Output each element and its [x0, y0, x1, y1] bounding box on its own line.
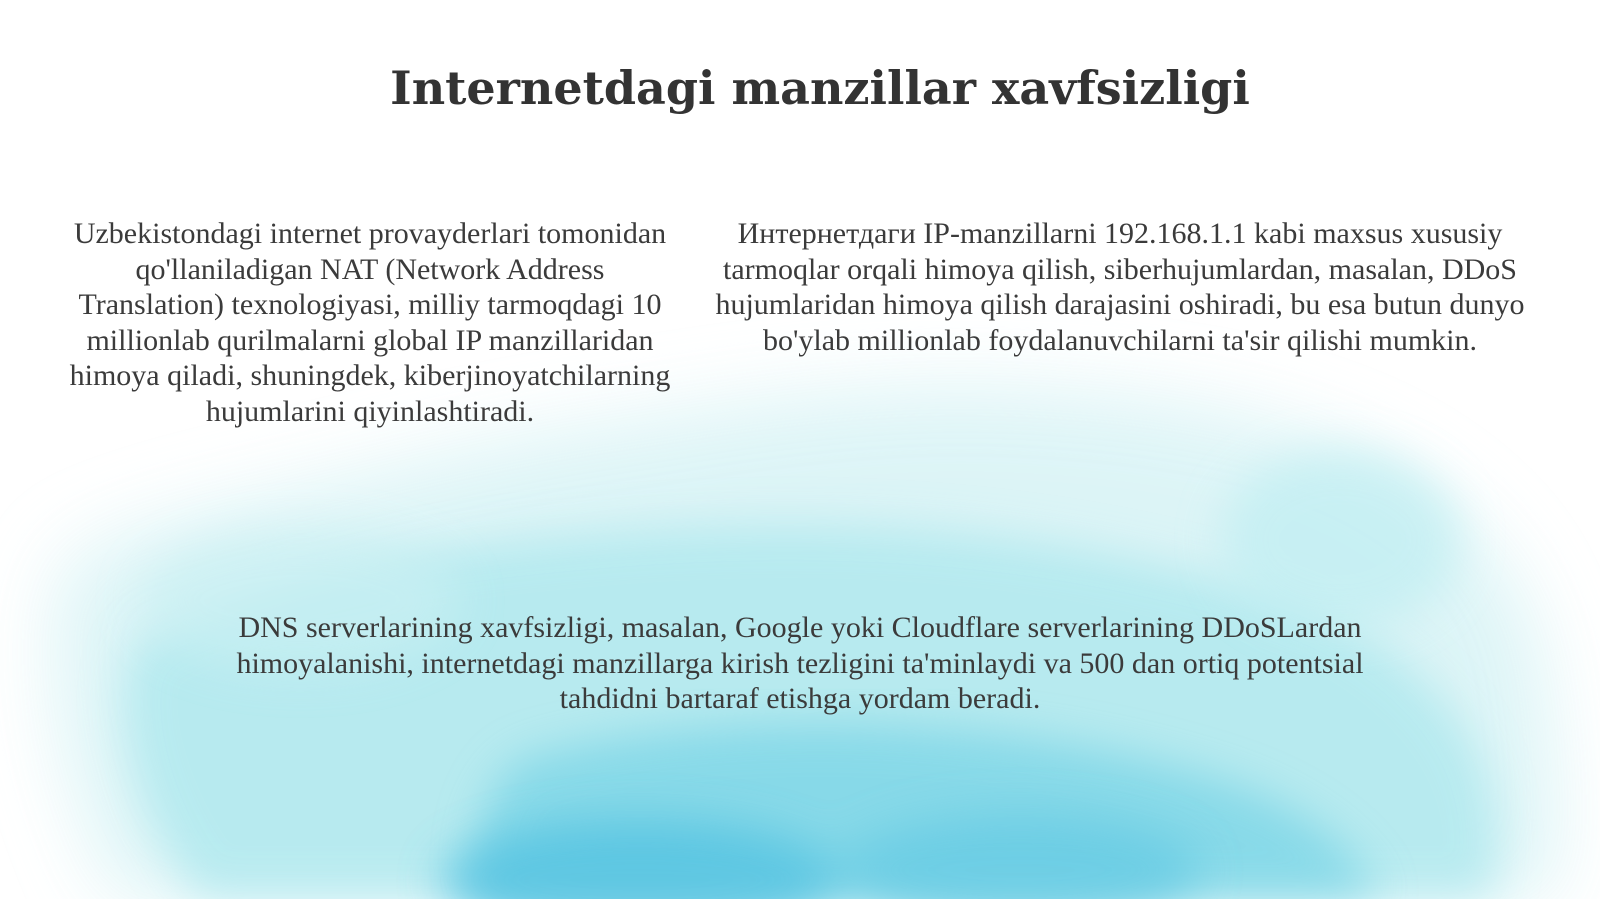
paragraph-dns: DNS serverlarining xavfsizligi, masalan, Google yoki Cloudflare serverlarining DDoSLardan himoyalanishi, internetdagi manzillarga kirish tezligini ta'minlaydi va 500 dan ortiq potentsial tahdidni bartaraf etishga yordam beradi.	[236, 611, 1364, 715]
slide-title: Internetdagi manzillar xavfsizligi	[390, 61, 1250, 115]
paragraph-nat: Uzbekistondagi internet provayderlari tomonidan qo'llaniladigan NAT (Network Address Translation) texnologiyasi, milliy tarmoqdagi 10 millionlab qurilmalarni global IP manzillaridan himoya qiladi, shuningdek, kiberjinoyatchilarning hujumlarini qiyinlashtiradi.	[69, 217, 671, 428]
paragraph-private-ip: Интернетдаги IP-manzillarni 192.168.1.1 kabi maxsus xususiy tarmoqlar orqali himoya qilish, siberhujumlardan, masalan, DDoS hujumlaridan himoya qilish darajasini oshiradi, bu esa butun dunyo bo'ylab millionlab foydalanuvchilarni ta'sir qilishi mumkin.	[715, 217, 1525, 357]
